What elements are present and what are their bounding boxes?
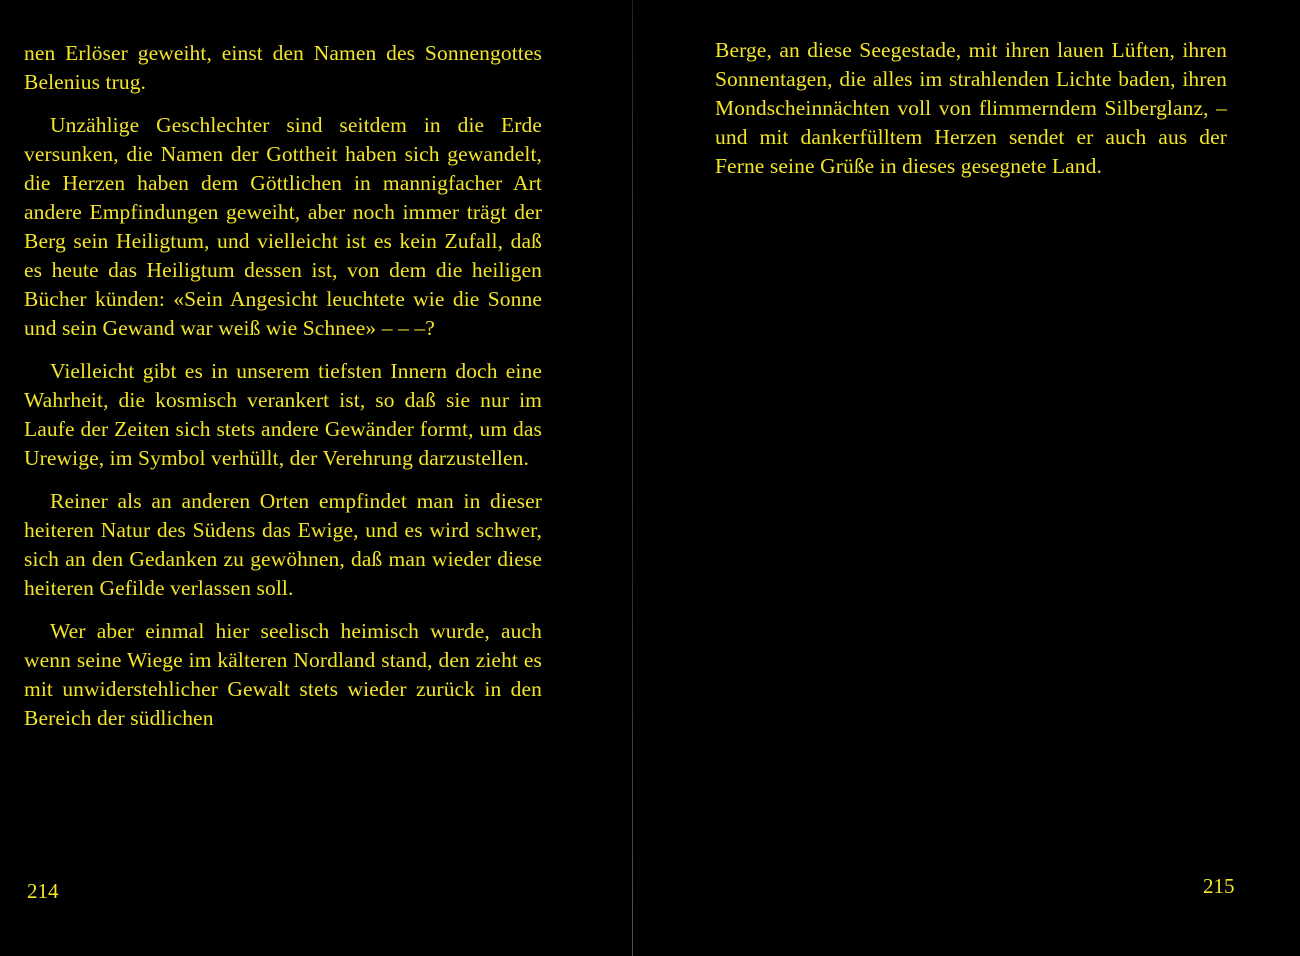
- paragraph: Vielleicht gibt es in unserem tiefsten Innern doch eine Wahrheit, die kosmisch verankert ist, so daß sie nur im Laufe der Zeiten sich stets andere Gewänder formt, um das Urewige, im Symbol verhüllt, der Verehrung darzustellen.: [24, 359, 542, 470]
- paragraph: nen Erlöser geweiht, einst den Namen des Sonnengottes Belenius trug.: [24, 41, 542, 94]
- paragraph: Unzählige Geschlechter sind seitdem in die Erde versunken, die Namen der Gottheit haben sich gewandelt, die Herzen haben dem Göttlichen in mannigfacher Art andere Empfindungen geweiht, aber noch immer trägt der Berg sein Heiligtum, und vielleicht ist es kein Zufall, daß es heute das Heiligtum dessen ist, von dem die heiligen Bücher künden: «Sein Angesicht leuchtete wie die Sonne und sein Gewand war weiß wie Schnee» – – –?: [24, 113, 542, 340]
- page-number-right: 215: [1203, 874, 1235, 898]
- paragraph: Berge, an diese Seegestade, mit ihren lauen Lüften, ihren Sonnentagen, die alles im strahlenden Lichte baden, ihren Mondscheinnächten voll von flimmerndem Silberglanz, – und mit dankerfülltem Herzen sendet er auch aus der Ferne seine Grüße in dieses gesegnete Land.: [715, 38, 1227, 178]
- left-page-text: [24, 39, 542, 733]
- book-spine-line: [632, 0, 633, 956]
- paragraph: Wer aber einmal hier seelisch heimisch wurde, auch wenn seine Wiege im kälteren Nordland stand, den zieht es mit unwiderstehlicher Gewalt stets wieder zurück in den Bereich der südlichen: [24, 619, 542, 730]
- right-page-text: [715, 36, 1227, 181]
- left-page: [0, 0, 628, 956]
- page-number-left: 214: [27, 879, 59, 903]
- right-page: [636, 0, 1300, 956]
- paragraph: Reiner als an anderen Orten empfindet man in dieser heiteren Natur des Südens das Ewige, und es wird schwer, sich an den Gedanken zu gewöhnen, daß man wieder diese heiteren Gefilde verlassen soll.: [24, 489, 542, 600]
